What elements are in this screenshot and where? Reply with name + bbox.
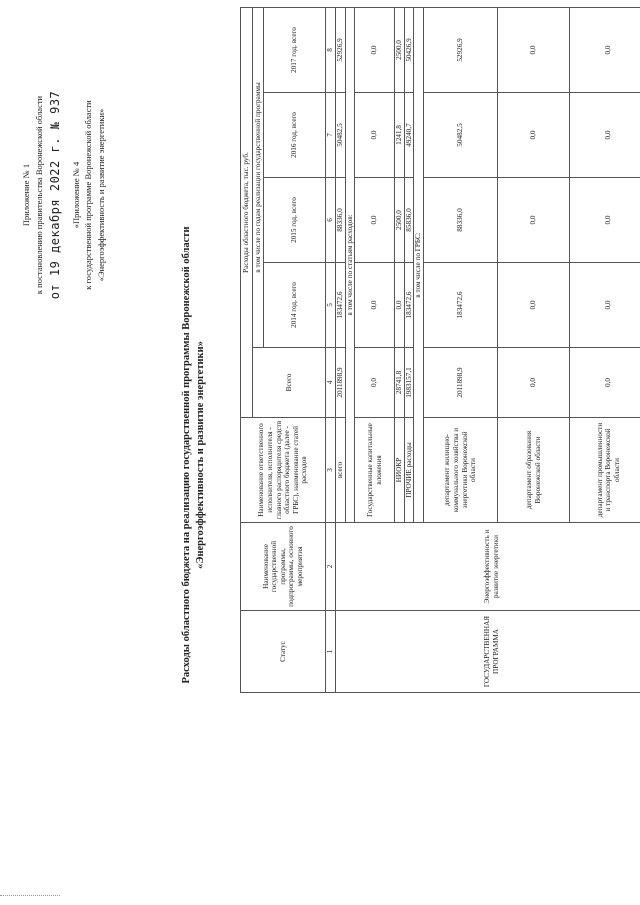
title-line: «Энергоэффективность и развитие энергетики» [195,341,207,569]
row-label: ПРОЧИЕ расходы [404,418,414,523]
row-total: 28741,8 [395,348,405,418]
row-value: 2500,0 [395,178,405,263]
col-num: 8 [326,7,336,92]
row-value: 49240,7 [404,93,414,178]
row-label: НИОКР [395,418,405,523]
row-value: 85836,0 [404,178,414,263]
program-status: ГОСУДАРСТВЕННАЯ ПРОГРАММА [335,611,640,693]
col-num: 7 [326,93,336,178]
appendix-header [20,45,108,345]
row-value: 0,0 [570,178,640,263]
row-label: департамент промышленности и транспорта Воронежской области [570,418,640,523]
col-num: 3 [326,418,336,523]
row-value: 0,0 [498,263,570,348]
row-total: 0,0 [355,348,395,418]
row-value: 2500,0 [395,7,405,92]
expenses-table [240,7,640,693]
row-label: департамент образования Воронежской области [498,418,570,523]
row-value: 0,0 [570,263,640,348]
row-value: 88336,0 [424,178,498,263]
row-label: Государственные капитальные вложения [355,418,395,523]
header-executor: Наименование ответственного исполнителя, исполнителя - главного распорядителя средств областного бюджета (далее - ГРБС), наименование статей расходов [241,418,326,523]
header-row [241,7,253,692]
row-total: 2011898,9 [424,348,498,418]
row-total: 2011898,9 [335,348,345,418]
row-value: 0,0 [498,178,570,263]
row-value: 50426,9 [404,7,414,92]
row-label: в том числе по статьям расходов: [345,7,355,522]
column-number-row [326,7,336,692]
row-value: 183472,6 [424,263,498,348]
header-total: Всего [252,348,326,418]
row-value: 0,0 [355,263,395,348]
program-name: Энергоэффективность и развитие энергетики [335,523,640,611]
row-total: 0,0 [570,348,640,418]
header-budget: Расходы областного бюджета, тыс. руб. [241,7,253,417]
row-total: 0,0 [498,348,570,418]
decree-date: от 19 декабря 2022 г. № 937 [47,90,62,300]
header-year: 2017 год, всего [264,7,326,92]
row-value: 0,0 [395,263,405,348]
scan-edge-mark [0,895,60,897]
document-title [180,205,208,705]
title-line: Расходы областного бюджета на реализацию государственной программы Воронежской области [181,226,192,684]
row-value: 0,0 [355,93,395,178]
row-value: 88336,0 [335,178,345,263]
appendix-line: к государственной программе Воронежской области [83,100,94,290]
appendix-line: «Приложение № 4 [70,161,81,229]
header-name: Наименование государственной программы, подпрограммы, основного мероприятия [241,523,326,611]
col-num: 6 [326,178,336,263]
row-value: 183472,6 [335,263,345,348]
row-value: 1241,8 [395,93,405,178]
col-num: 5 [326,263,336,348]
row-value: 0,0 [355,178,395,263]
col-num: 2 [326,523,336,611]
header-year: 2015 год, всего [264,178,326,263]
row-value: 0,0 [355,7,395,92]
header-incl: в том числе по годам реализации государственной программы [252,7,264,347]
row-value: 50482,5 [424,93,498,178]
table-row [335,7,345,692]
row-value: 52926,9 [335,7,345,92]
row-label: департамент жилищно-коммунального хозяйства и энергетики Воронежской области [424,418,498,523]
appendix-line: Приложение № 1 [21,163,31,227]
row-value: 52926,9 [424,7,498,92]
row-value: 0,0 [498,7,570,92]
appendix-line: к постановлению правительства Воронежской области [33,95,44,295]
row-value: 183472,6 [404,263,414,348]
row-value: 0,0 [570,7,640,92]
row-label: в том числе по ГРБС: [414,7,424,522]
row-label: всего [335,418,345,523]
row-value: 0,0 [570,93,640,178]
row-value: 50482,5 [335,93,345,178]
appendix-line: «Энергоэффективность и развитие энергетики» [96,108,106,282]
row-total: 1983157,1 [404,348,414,418]
header-year: 2014 год, всего [264,263,326,348]
header-year: 2016 год, всего [264,93,326,178]
col-num: 1 [326,611,336,693]
col-num: 4 [326,348,336,418]
row-value: 0,0 [498,93,570,178]
header-status: Статус [241,611,326,693]
